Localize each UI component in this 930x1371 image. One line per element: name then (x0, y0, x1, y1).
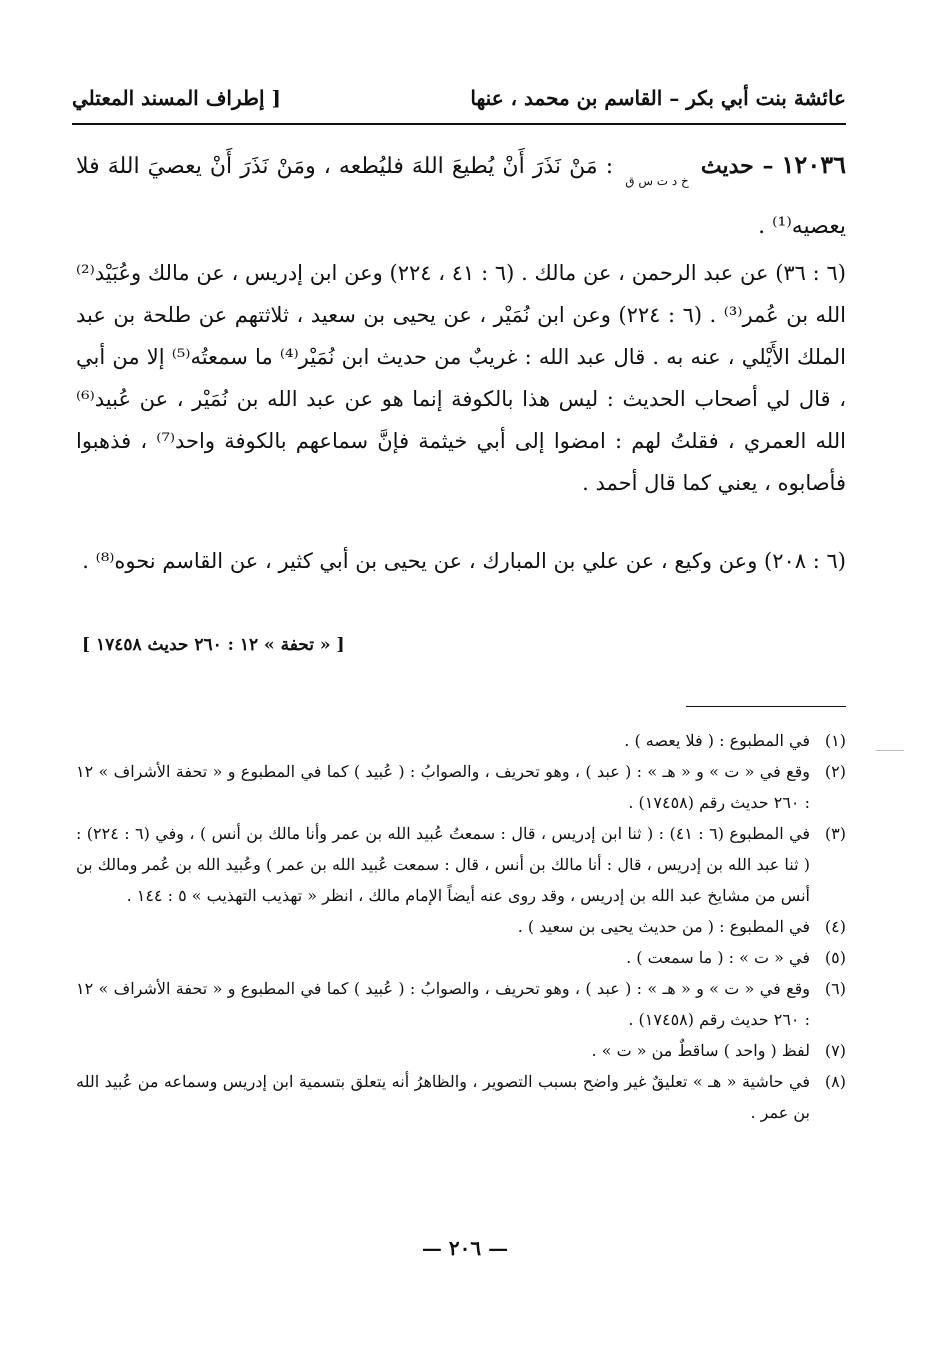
margin-mark (876, 750, 904, 751)
footnote (76, 942, 846, 973)
footnote-number: (٣) (824, 824, 846, 843)
isnad-paragraph: (٦ : ٢٠٨) وعن وكيع ، عن علي بن المبارك ، عن يحيى بن أبي كثير ، عن القاسم نحوه⁽⁸⁾ . (82, 549, 846, 573)
footnote (76, 725, 846, 756)
footnote (76, 911, 846, 942)
footnote (76, 818, 846, 911)
footnote-text: في المطبوع : ( فلا يعصه ) . (624, 731, 810, 750)
hadith-number: ١٢٠٣٦ (781, 150, 846, 179)
footnote-text: في « ت » : ( ما سمعت ) . (626, 948, 810, 967)
hadith-sigla: خ د ت س ق (625, 174, 689, 188)
footnote-text: في حاشية « هـ » تعليقٌ غير واضح بسبب التصوير ، والظاهرُ أنه يتعلق بتسمية ابن إدريس وسماعه من عُبيد الله بن عمر . (76, 1072, 810, 1122)
hadith-text: : مَنْ نَذَرَ أَنْ يُطيعَ اللهَ فليُطعه ، ومَنْ نَذَرَ أَنْ يعصيَ اللهَ فلا يعصيه⁽¹⁾ . (76, 154, 846, 239)
page-number: — ٢٠٦ — (421, 1236, 509, 1260)
footnote-text: وقع في « ت » و « هـ » : ( عبد ) ، وهو تحريف ، والصوابُ : ( عُبيد ) كما في المطبوع و « تحفة الأشراف » ١٢ : ٢٦٠ حديث رقم (١٧٤٥٨) . (76, 762, 810, 812)
footnote (76, 756, 846, 818)
footnote-number: (٥) (824, 948, 846, 967)
footnote (76, 1035, 846, 1066)
footnote-text: وقع في « ت » و « هـ » : ( عبد ) ، وهو تحريف ، والصوابُ : ( عُبيد ) كما في المطبوع و « تحفة الأشراف » ١٢ : ٢٦٠ حديث رقم (١٧٤٥٨) . (76, 979, 810, 1029)
footnote-number: (٧) (824, 1041, 846, 1060)
hadith-keyword: – حديث (700, 153, 774, 179)
footnotes (76, 725, 846, 1128)
footnote-number: (٦) (824, 979, 846, 998)
footnote-text: في المطبوع : ( من حديث يحيى بن سعيد ) . (517, 917, 810, 936)
isnad-paragraph: (٦ : ٣٦) عن عبد الرحمن ، عن مالك . (٦ : ٤١ ، ٢٢٤) وعن ابن إدريس ، عن مالك وعُبَيْد⁽²⁾ الله بن عُمر⁽³⁾ . (٦ : ٢٢٤) وعن ابن نُمَيْر ، عن يحيى بن سعيد ، ثلاثتهم عن طلحة بن عبد الملك الأَيْلي ، عنه به . قال عبد الله : غريبٌ من حديث ابن نُمَيْر⁽⁴⁾ ما سمعتُه⁽⁵⁾ إلا من أبي ، قال لي أصحاب الحديث : ليس هذا بالكوفة إنما هو عن عبد الله بن نُمَيْر ، عن عُبيد⁽⁶⁾ الله العمري ، فقلتُ لهم : امضوا إلى أبي خيثمة فإنَّ سماعهم بالكوفة واحد⁽⁷⁾ ، فذهبوا فأصابوه ، يعني كما قال أحمد . (76, 261, 846, 495)
footnote (76, 973, 846, 1035)
footnote (76, 1066, 846, 1128)
footnote-number: (٢) (824, 762, 846, 781)
header-rule (72, 123, 846, 125)
footnote-number: (٤) (824, 917, 846, 936)
hadith-block (76, 142, 846, 250)
footnote-rule (686, 706, 846, 707)
footnote-text: في المطبوع (٦ : ٤١) : ( ثنا ابن إدريس ، قال : سمعتُ عُبيد الله بن عمر وأنا مالك بن أنس ) ، وفي (٦ : ٢٢٤) : ( ثنا عبد الله بن إدريس ، قال : أنا مالك بن أنس ، قال : سمعت عُبيد الله بن عمر ) وعُبيد الله بن عُمر ومالك بن أنس من مشايخ عبد الله بن إدريس ، وقد روى عنه أيضاً الإمام مالك ، انظر « تهذيب التهذيب » ٥ : ١٤٤ . (76, 824, 811, 905)
tuhfa-reference: [ « تحفة » ١٢ : ٢٦٠ حديث ١٧٤٥٨ ] (82, 635, 345, 655)
header-right-title: عائشة بنت أبي بكر – القاسم بن محمد ، عنها (470, 86, 846, 110)
footnote-text: لفظ ( واحد ) ساقطٌ من « ت » . (591, 1041, 810, 1060)
footnote-number: (١) (824, 731, 846, 750)
running-header (72, 86, 846, 110)
footnote-number: (٨) (824, 1072, 846, 1091)
header-left-title: [ إطراف المسند المعتلي (72, 86, 281, 110)
